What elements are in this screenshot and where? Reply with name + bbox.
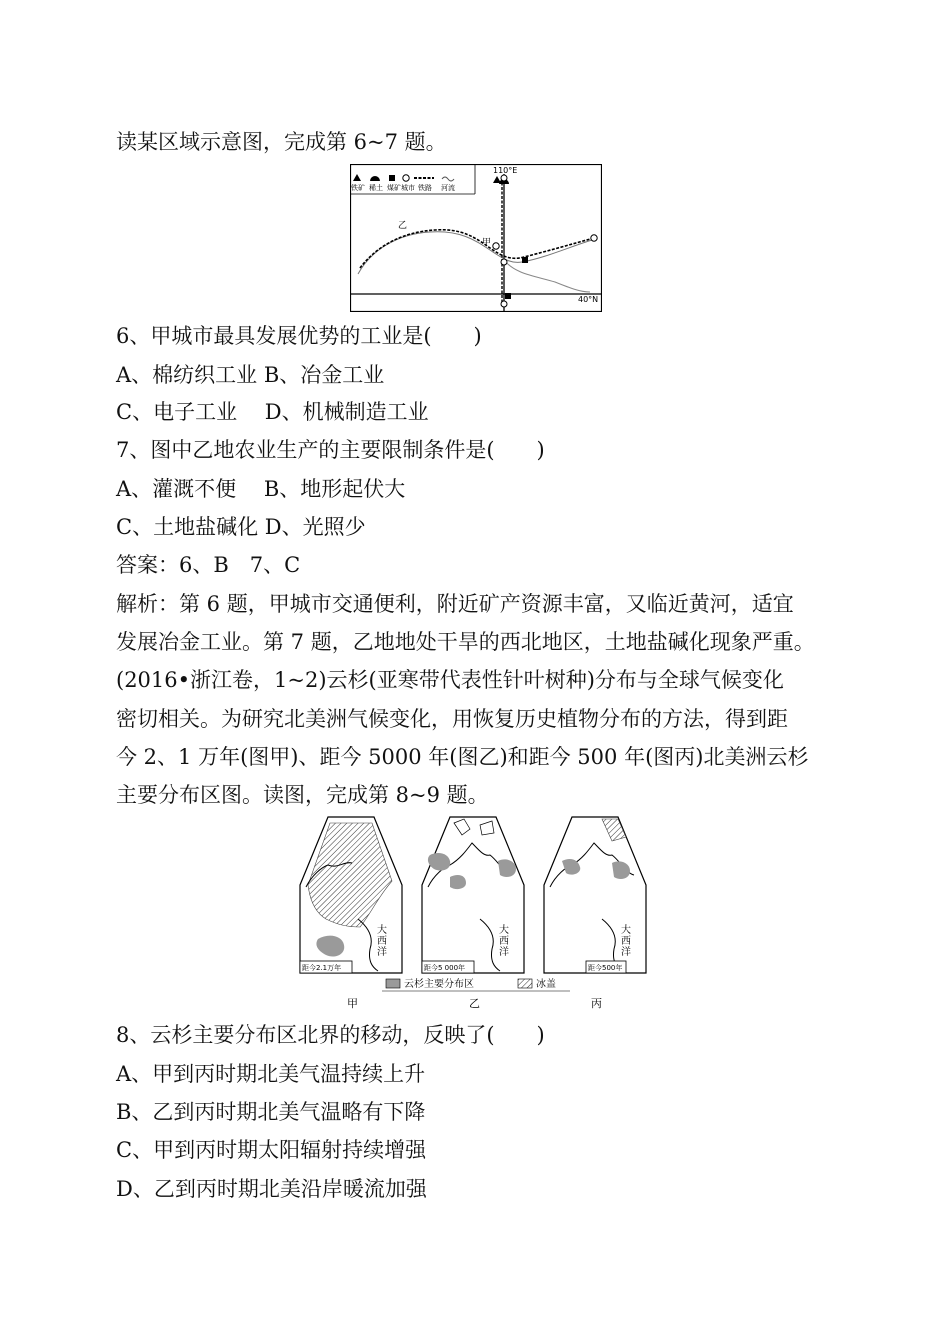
legend-ice-label: 冰盖: [536, 979, 556, 990]
ocean-label-yi-3: 洋: [499, 947, 509, 958]
panel-label-yi: 乙: [469, 997, 480, 1010]
q6-options-ab: A、棉纺织工业 B、冶金工业: [116, 363, 385, 387]
spruce-distribution-figure: [298, 815, 648, 1011]
legend-river: 河流: [441, 184, 455, 192]
q8-option-a: A、甲到丙时期北美气温持续上升: [116, 1062, 426, 1086]
passage-line-4: 主要分布区图。读图，完成第 8~9 题。: [116, 783, 489, 807]
q7-options-cd: C、土地盐碱化 D、光照少: [116, 515, 366, 539]
explanation-line-2: 发展冶金工业。第 7 题，乙地地处干旱的西北地区，土地盐碱化现象严重。: [116, 630, 815, 654]
coal-mine-icon: [389, 175, 395, 181]
ocean-label-yi-1: 大: [499, 925, 509, 936]
city-marker-north: [501, 175, 507, 181]
city-marker-east: [591, 235, 597, 241]
spruce-area-yi-2: [450, 875, 466, 889]
ocean-label-jia-2: 西: [377, 936, 387, 947]
intro-text: 读某区域示意图，完成第 6~7 题。: [116, 130, 447, 154]
ocean-label-jia-1: 大: [377, 925, 387, 936]
passage-line-2: 密切相关。为研究北美洲气候变化，用恢复历史植物分布的方法，得到距: [116, 707, 788, 731]
q6-options-cd: C、电子工业 D、机械制造工业: [116, 400, 429, 424]
question-8: 8、云杉主要分布区北界的移动，反映了( ): [116, 1023, 545, 1047]
q8-option-b: B、乙到丙时期北美气温略有下降: [116, 1100, 426, 1124]
legend-railway: 铁路: [418, 184, 432, 192]
ocean-label-bing-2: 西: [621, 936, 631, 947]
lat-label: 40°N: [578, 295, 599, 304]
answer-text: 答案：6、B 7、C: [116, 553, 301, 577]
legend-spruce-swatch: [386, 979, 400, 988]
caption-jia: 距今2.1万年: [302, 964, 342, 972]
ocean-label-jia-3: 洋: [377, 947, 387, 958]
panel-bing-map: [544, 817, 646, 973]
legend-coal: 煤矿: [387, 184, 401, 192]
city-marker-south: [501, 301, 507, 307]
legend-iron: 铁矿: [351, 184, 365, 192]
q8-option-d: D、乙到丙时期北美沿岸暖流加强: [116, 1177, 427, 1201]
city-jia-marker: [493, 243, 499, 249]
passage-line-1: (2016•浙江卷，1~2)云杉(亚寒带代表性针叶树种)分布与全球气候变化: [116, 668, 784, 692]
ocean-label-bing-1: 大: [621, 925, 631, 936]
legend-rare-earth: 稀土: [369, 184, 383, 192]
panel-label-jia: 甲: [347, 997, 358, 1010]
city-jia-label: 甲: [482, 238, 492, 248]
caption-bing: 距今500年: [588, 964, 623, 972]
place-yi-label: 乙: [398, 221, 408, 231]
panel-label-bing: 丙: [591, 997, 602, 1010]
region-map-figure: [350, 164, 602, 312]
question-6: 6、甲城市最具发展优势的工业是( ): [116, 324, 482, 348]
panel-jia-map: [300, 817, 402, 973]
lon-label: 110°E: [493, 166, 518, 175]
coal-mine-marker-1: [522, 257, 528, 263]
passage-line-3: 今 2、1 万年(图甲)、距今 5000 年(图乙)和距今 500 年(图丙)北美洲云杉: [116, 745, 809, 769]
city-icon: [403, 175, 409, 181]
q8-option-c: C、甲到丙时期太阳辐射持续增强: [116, 1138, 427, 1162]
explanation-line-1: 解析：第 6 题，甲城市交通便利，附近矿产资源丰富，又临近黄河，适宜: [116, 592, 794, 616]
q7-options-ab: A、灌溉不便 B、地形起伏大: [116, 477, 406, 501]
legend-ice-swatch: [518, 979, 532, 988]
panel-yi-map: [422, 817, 524, 973]
caption-yi: 距今5 000年: [424, 964, 466, 972]
legend-city: 城市: [401, 184, 415, 192]
legend-spruce-label: 云杉主要分布区: [404, 979, 474, 990]
coal-mine-marker-2: [505, 293, 511, 299]
ocean-label-bing-3: 洋: [621, 947, 631, 958]
city-marker-mid: [501, 259, 507, 265]
question-7: 7、图中乙地农业生产的主要限制条件是( ): [116, 438, 545, 462]
ocean-label-yi-2: 西: [499, 936, 509, 947]
